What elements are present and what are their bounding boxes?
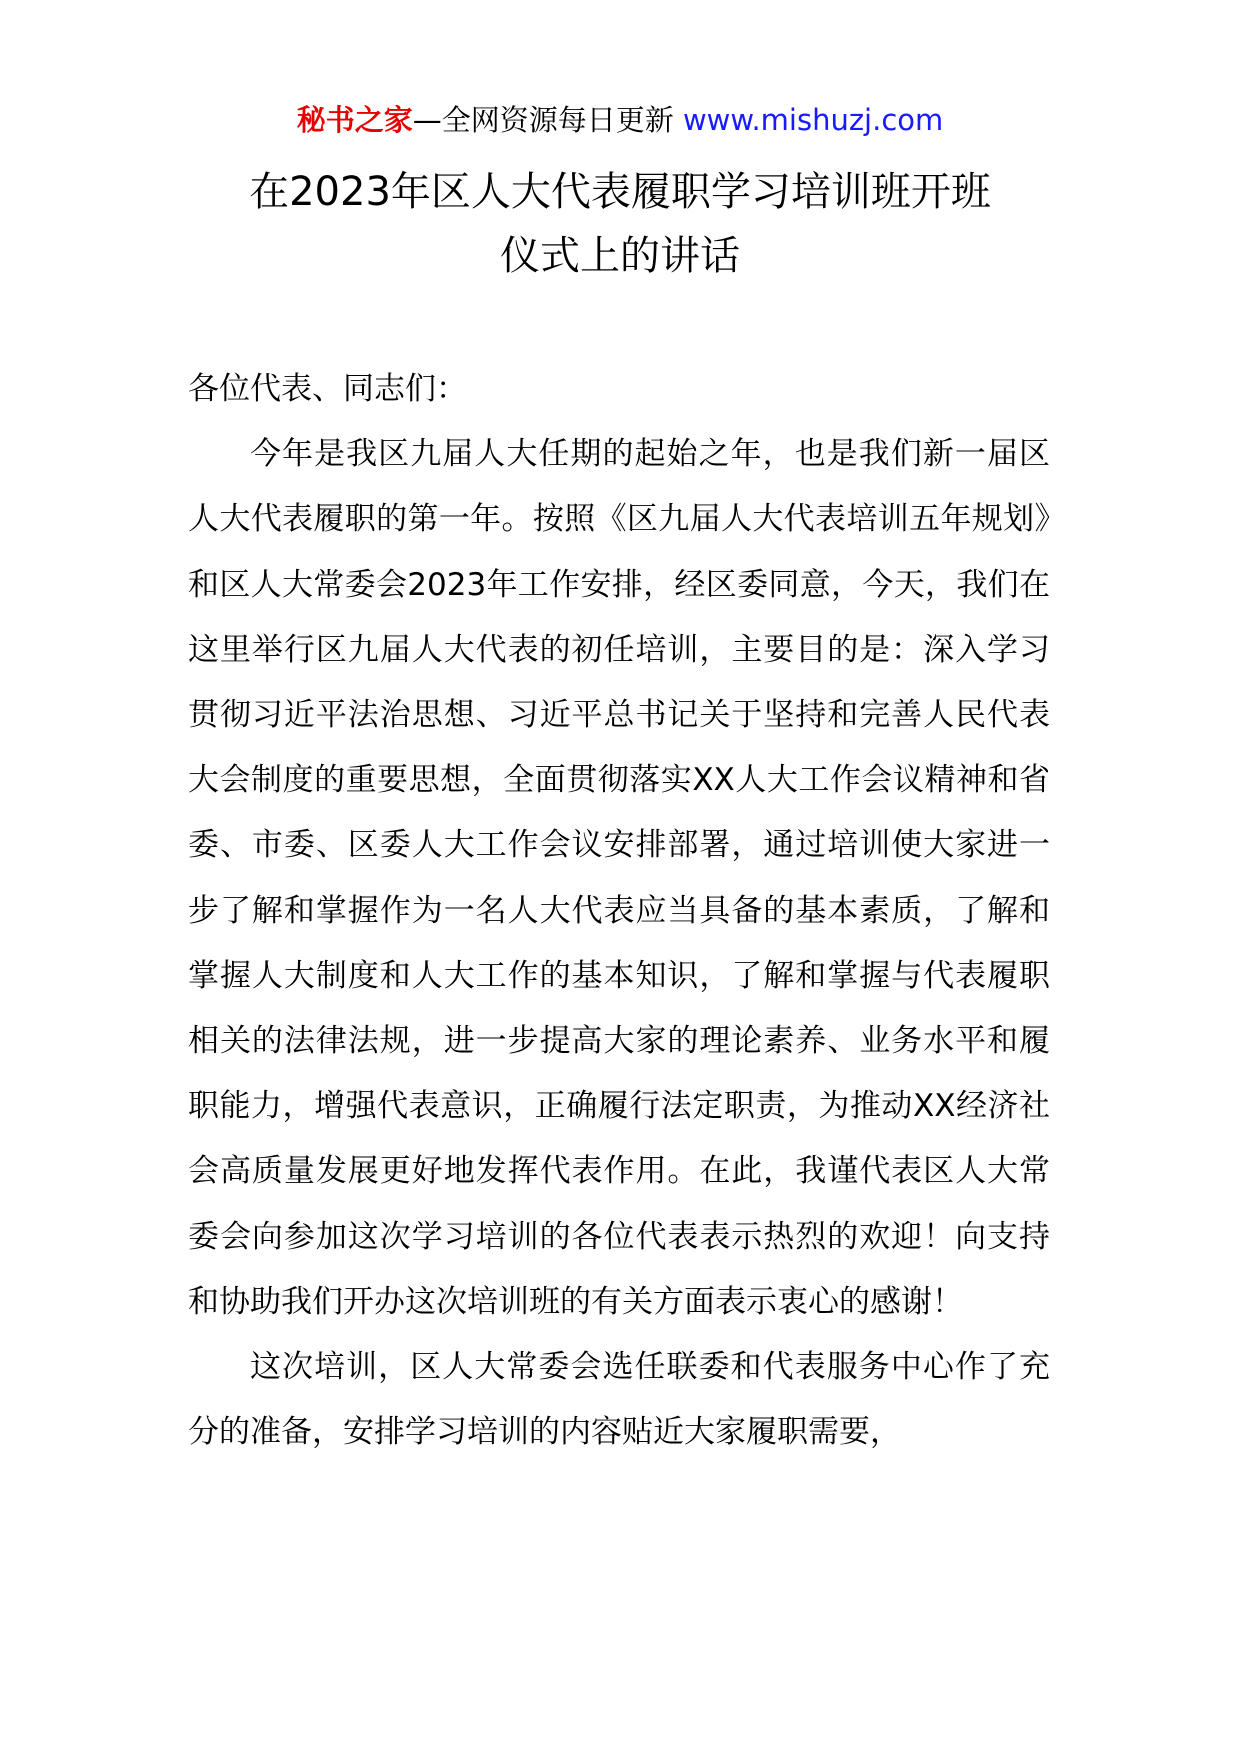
document-title [170,160,1070,288]
document-body [188,357,1050,1465]
paragraph-1: 今年是我区九届人大任期的起始之年，也是我们新一届区人大代表履职的第一年。按照《区九届人大代表培训五年规划》和区人大常委会2023年工作安排，经区委同意，今天，我们在这里举行区九届人大代表的初任培训，主要目的是：深入学习贯彻习近平法治思想、习近平总书记关于坚持和完善人民代表大会制度的重要思想，全面贯彻落实XX人大工作会议精神和省委、市委、区委人大工作会议安排部署，通过培训使大家进一步了解和掌握作为一名人大代表应当具备的基本素质，了解和掌握人大制度和人大工作的基本知识，了解和掌握与代表履职相关的法律法规，进一步提高大家的理论素养、业务水平和履职能力，增强代表意识，正确履行法定职责，为推动XX经济社会高质量发展更好地发挥代表作用。在此，我谨代表区人大常委会向参加这次学习培训的各位代表表示热烈的欢迎！向支持和协助我们开办这次培训班的有关方面表示衷心的感谢！ [188,436,1050,1320]
site-header [0,100,1240,140]
title-line-1: 在2023年区人大代表履职学习培训班开班 [249,169,991,215]
paragraph-2: 这次培训，区人大常委会选任联委和代表服务中心作了充分的准备，安排学习培训的内容贴近大家履职需要， [188,1349,1050,1451]
title-line-2: 仪式上的讲话 [500,233,740,279]
brand-name: 秘书之家 [296,103,413,137]
header-tagline: —全网资源每日更新 [412,103,683,137]
site-url-link[interactable]: www.mishuzj.com [682,103,944,137]
salutation: 各位代表、同志们： [188,371,467,407]
